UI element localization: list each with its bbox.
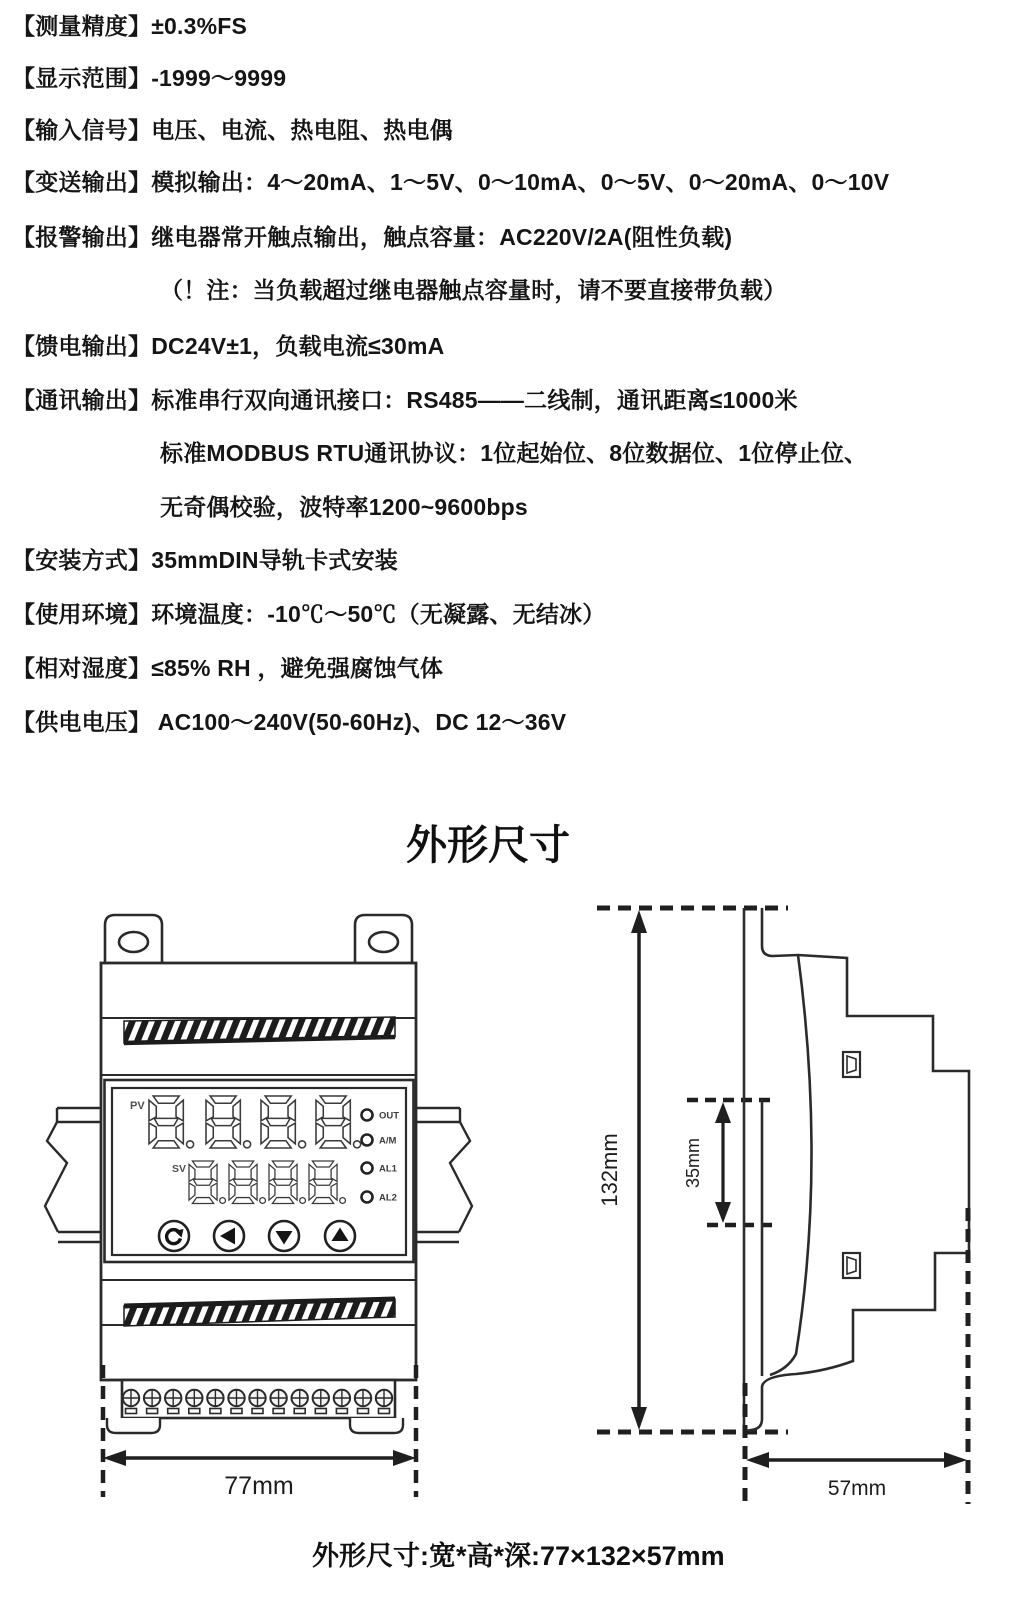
spec-line	[12, 112, 453, 145]
width-dim-label: 77mm	[224, 1472, 294, 1500]
spec-label: 【输入信号】	[12, 117, 152, 143]
spec-text: AC100～240V(50-60Hz)、DC 12～36V	[151, 709, 567, 735]
spec-label: 【报警输出】	[12, 224, 152, 250]
spec-label: 【测量精度】	[12, 13, 152, 39]
spec-continuation-line	[160, 489, 528, 522]
arrowhead-right-icon	[944, 1452, 967, 1468]
cycle-button	[159, 1221, 189, 1251]
section-title: 外形尺寸	[406, 822, 570, 868]
spec-text: DC24V±1，负载电流≤30mA	[151, 333, 445, 359]
spec-text: 模拟输出：4～20mA、1～5V、0～10mA、0～5V、0～20mA、0～10V	[151, 169, 890, 195]
led-al2-icon	[362, 1192, 373, 1203]
spec-text: 标准MODBUS RTU通讯协议：1位起始位、8位数据位、1位停止位、	[160, 440, 868, 466]
tab-hole	[369, 932, 398, 952]
spec-line	[12, 8, 247, 41]
spec-line	[12, 328, 444, 361]
rail-dim-label: 35mm	[683, 1137, 703, 1189]
dimension-caption: 外形尺寸:宽*高*深:77×132×57mm	[312, 1541, 725, 1571]
spec-text: -1999～9999	[151, 65, 287, 91]
spec-text: 环境温度：-10℃～50℃（无凝露、无结冰）	[151, 601, 606, 627]
spec-text: ≤85% RH ，避免强腐蚀气体	[151, 655, 444, 681]
spec-line	[12, 164, 889, 197]
din-rail-right	[416, 1108, 472, 1242]
bottom-foot-left	[107, 1418, 160, 1433]
arrowhead-right-icon	[393, 1450, 416, 1466]
bezel-curve	[770, 955, 812, 1375]
spec-text: （！注：当负载超过继电器触点容量时，请不要直接带负载）	[160, 277, 787, 303]
led-out-icon	[362, 1110, 373, 1121]
arrowhead-left-icon	[103, 1450, 126, 1466]
arrowhead-down-icon	[631, 1407, 647, 1430]
bottom-foot-right	[350, 1418, 403, 1433]
spec-line	[12, 704, 566, 737]
spec-text: 35mmDIN导轨卡式安装	[151, 547, 398, 573]
din-clip-bottom	[843, 1253, 860, 1278]
led-al1-label: AL1	[379, 1163, 397, 1175]
mounting-tab-left	[105, 915, 162, 963]
spec-line	[12, 219, 732, 252]
led-am-icon	[362, 1135, 373, 1146]
mounting-tab-right	[355, 915, 412, 963]
side-view-diagram	[560, 870, 1029, 1550]
pv-label: PV	[130, 1100, 145, 1112]
device-profile	[744, 908, 969, 1431]
spec-label: 【安装方式】	[12, 547, 152, 573]
sv-label: SV	[172, 1163, 187, 1175]
spec-line	[12, 542, 398, 575]
tab-hole	[119, 932, 148, 952]
spec-text: 无奇偶校验，波特率1200~9600bps	[160, 494, 528, 520]
led-out-label: OUT	[379, 1110, 400, 1122]
arrowhead-left-icon	[746, 1452, 769, 1468]
spec-label: 【使用环境】	[12, 601, 152, 627]
spec-text: 电压、电流、热电阻、热电偶	[151, 117, 453, 143]
spec-note-line	[160, 272, 786, 305]
led-al1-icon	[362, 1163, 373, 1174]
spec-text: 标准串行双向通讯接口：RS485——二线制，通讯距离≤1000米	[151, 387, 798, 413]
spec-line	[12, 60, 286, 93]
vent-grille-top	[124, 1017, 395, 1043]
arrowhead-down-icon	[715, 1202, 731, 1223]
spec-line	[12, 382, 798, 415]
spec-line	[12, 650, 443, 683]
din-clip-top	[843, 1052, 860, 1077]
spec-line	[12, 596, 605, 629]
height-dim-label: 132mm	[597, 1133, 622, 1207]
spec-label: 【馈电输出】	[12, 333, 152, 359]
spec-label: 【显示范围】	[12, 65, 152, 91]
spec-text: ±0.3%FS	[151, 13, 248, 39]
height-dimension	[597, 910, 647, 1430]
led-am-label: A/M	[379, 1135, 397, 1147]
spec-label: 【变送输出】	[12, 169, 152, 195]
led-al2-label: AL2	[379, 1192, 397, 1204]
depth-dim-label: 57mm	[827, 1477, 887, 1500]
spec-label: 【相对湿度】	[12, 655, 152, 681]
front-view-diagram	[30, 880, 530, 1520]
spec-label: 【通讯输出】	[12, 387, 152, 413]
spec-continuation-line	[160, 435, 867, 468]
spec-text: 继电器常开触点输出，触点容量：AC220V/2A(阻性负载)	[151, 224, 733, 250]
din-rail-left	[45, 1108, 101, 1242]
arrowhead-up-icon	[631, 910, 647, 933]
arrowhead-up-icon	[715, 1102, 731, 1123]
spec-label: 【供电电压】	[12, 709, 152, 735]
